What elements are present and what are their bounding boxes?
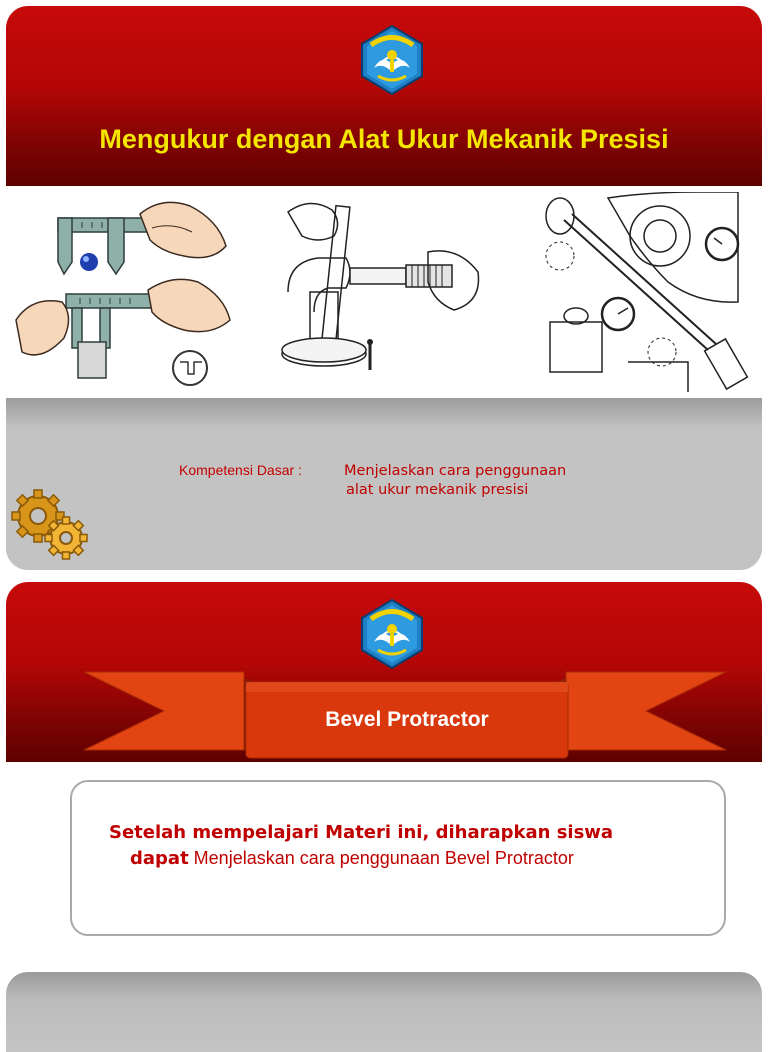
slide-title: Mengukur dengan Alat Ukur Mekanik Presisi <box>99 124 669 154</box>
objective-line-2-strong: dapat <box>130 848 189 869</box>
slide-1-header <box>6 6 762 186</box>
kompetensi-text <box>344 462 566 500</box>
tut-wuri-handayani-emblem-icon <box>356 24 428 96</box>
slide-3-partial <box>6 972 762 1052</box>
title-ribbon <box>6 582 762 762</box>
kompetensi-line-1: Menjelaskan cara penggunaan <box>344 463 567 479</box>
gears-icon <box>8 486 94 566</box>
objective-box <box>70 780 726 936</box>
kompetensi-label: Kompetensi Dasar : <box>179 462 302 478</box>
dial-indicator-lathe-image <box>538 192 758 392</box>
slide-2-header <box>6 582 762 762</box>
objective-line-2 <box>130 848 574 869</box>
micrometer-on-stand-image <box>258 192 490 392</box>
measuring-tools-images <box>6 186 762 398</box>
caliper-measuring-image <box>12 192 238 392</box>
slide-1 <box>6 6 762 570</box>
kompetensi-panel <box>6 398 762 570</box>
objective-line-1: Setelah mempelajari Materi ini, diharapkan siswa <box>109 822 614 843</box>
kompetensi-line-2: alat ukur mekanik presisi <box>346 482 529 498</box>
ribbon-title: Bevel Protractor <box>325 708 489 731</box>
slide-2 <box>6 582 762 962</box>
objective-line-2-plain: Menjelaskan cara penggunaan Bevel Protractor <box>188 848 574 868</box>
